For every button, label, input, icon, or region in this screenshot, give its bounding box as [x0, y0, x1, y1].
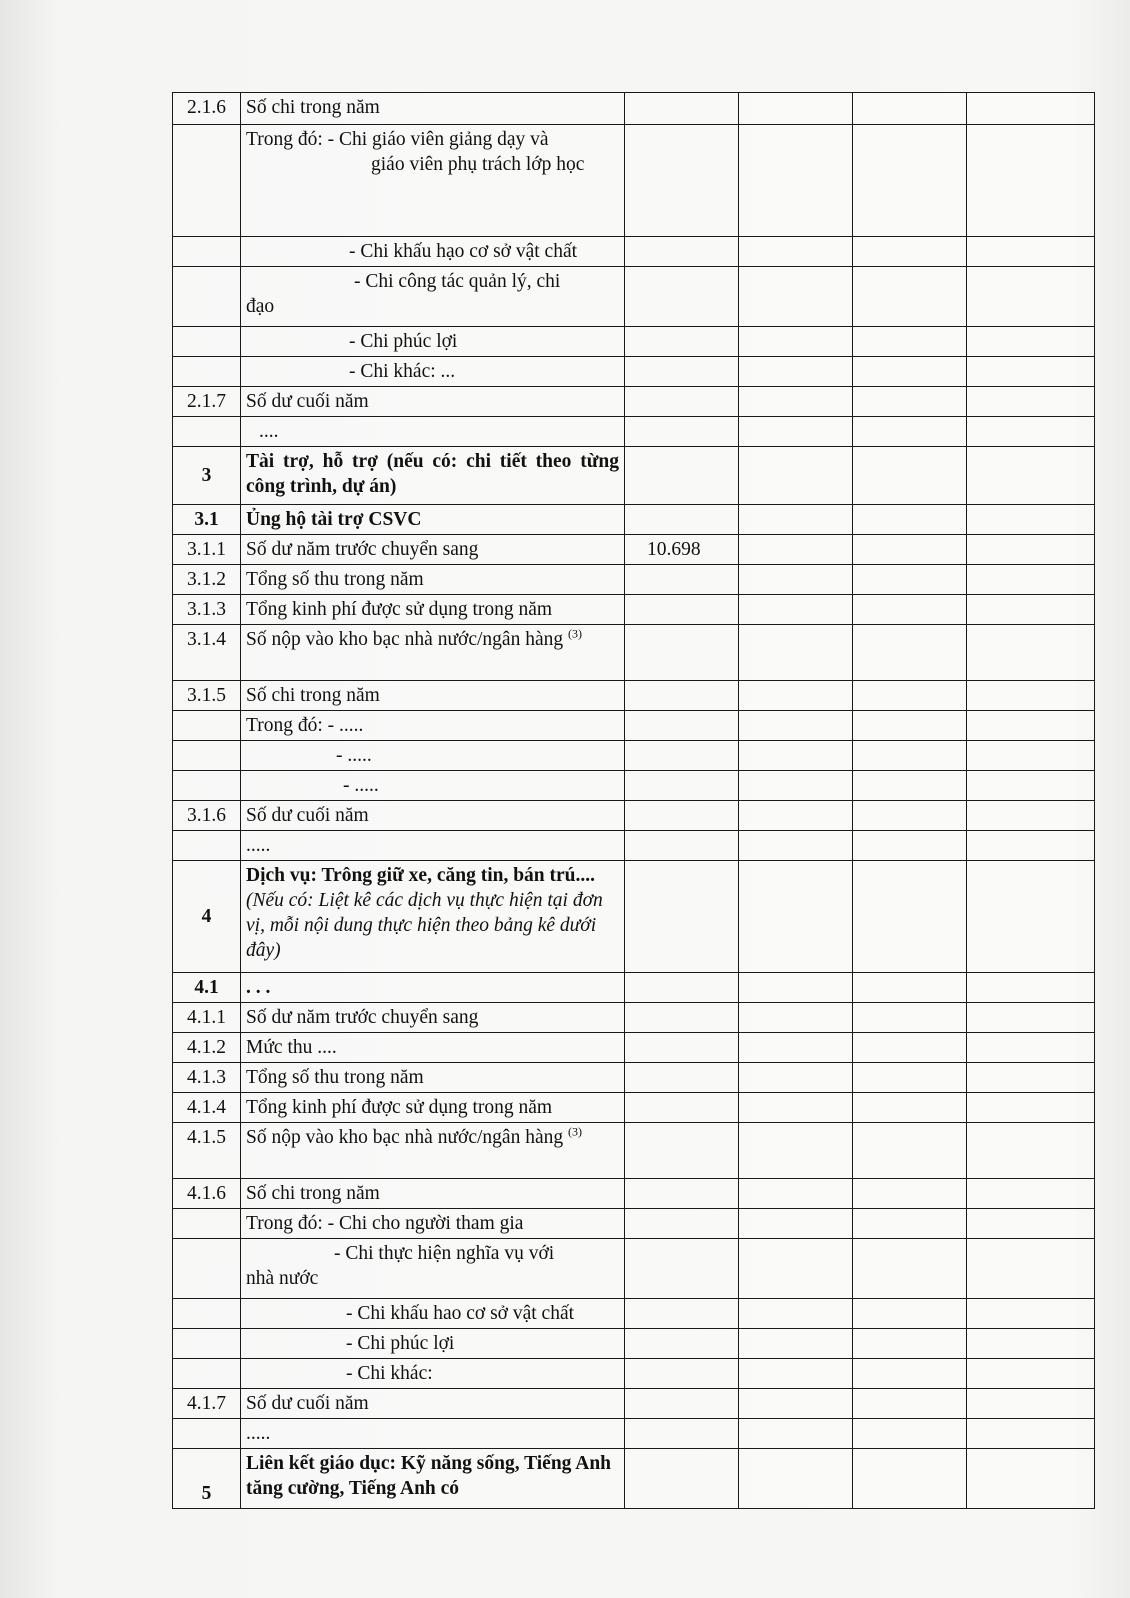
row-value: 10.698 — [625, 535, 739, 565]
table-row — [173, 771, 1095, 801]
row-number: 4.1 — [173, 973, 241, 1003]
table-row — [173, 973, 1095, 1003]
row-label — [241, 625, 625, 681]
row-number: 3 — [173, 447, 241, 505]
row-number: 3.1.3 — [173, 595, 241, 625]
footnote-marker: (3) — [567, 1124, 582, 1139]
row-label: Số chi trong năm — [241, 93, 625, 125]
table-row — [173, 1359, 1095, 1389]
row-label-line: - Chi công tác quản lý, chi — [354, 271, 561, 292]
row-number: 4.1.2 — [173, 1033, 241, 1063]
row-label: - Chi khấu hạo cơ sở vật chất — [241, 237, 625, 267]
row-number: 3.1.5 — [173, 681, 241, 711]
row-label: ..... — [241, 831, 625, 861]
row-label: Trong đó: - ..... — [241, 711, 625, 741]
row-number: 4.1.7 — [173, 1389, 241, 1419]
row-label — [241, 267, 625, 327]
table-row — [173, 93, 1095, 125]
row-label: Số dư năm trước chuyển sang — [241, 1003, 625, 1033]
row-number: 3.1.4 — [173, 625, 241, 681]
row-number: 2.1.7 — [173, 387, 241, 417]
row-label: Số chi trong năm — [241, 681, 625, 711]
table-row — [173, 1033, 1095, 1063]
row-number: 4.1.3 — [173, 1063, 241, 1093]
row-label-bold: Dịch vụ: Trông giữ xe, căng tin, bán trú.... — [246, 865, 596, 886]
row-label: - ..... — [241, 771, 625, 801]
table-row — [173, 1003, 1095, 1033]
table-row — [173, 267, 1095, 327]
row-label: Liên kết giáo dục: Kỹ năng sống, Tiếng Anh tăng cường, Tiếng Anh có — [241, 1449, 625, 1509]
row-number: 4 — [173, 861, 241, 973]
row-label: Số dư cuối năm — [241, 801, 625, 831]
row-label: Tổng kinh phí được sử dụng trong năm — [241, 1093, 625, 1123]
row-number: 4.1.4 — [173, 1093, 241, 1123]
row-label: Số dư cuối năm — [241, 1389, 625, 1419]
table-row — [173, 565, 1095, 595]
row-number: 4.1.1 — [173, 1003, 241, 1033]
row-label: Số dư cuối năm — [241, 387, 625, 417]
row-label-text: Số nộp vào kho bạc nhà nước/ngân hàng — [246, 629, 564, 650]
table-row — [173, 535, 1095, 565]
row-label: ..... — [241, 1419, 625, 1449]
table-row — [173, 1063, 1095, 1093]
row-label-continuation: giáo viên phụ trách lớp học — [371, 154, 585, 175]
row-number: 3.1 — [173, 505, 241, 535]
row-label: .... — [241, 417, 625, 447]
table-row — [173, 1419, 1095, 1449]
row-label: - Chi phúc lợi — [241, 327, 625, 357]
table-row — [173, 681, 1095, 711]
row-label-line: Trong đó: - Chi giáo viên giảng dạy và — [246, 129, 549, 150]
row-label: Số dư năm trước chuyển sang — [241, 535, 625, 565]
row-label: Tổng kinh phí được sử dụng trong năm — [241, 595, 625, 625]
table-row — [173, 1209, 1095, 1239]
table-row — [173, 1299, 1095, 1329]
table-row — [173, 447, 1095, 505]
row-label: - Chi khác: — [241, 1359, 625, 1389]
table-row — [173, 741, 1095, 771]
table-row — [173, 387, 1095, 417]
row-number: 3.1.2 — [173, 565, 241, 595]
row-label: Tổng số thu trong năm — [241, 565, 625, 595]
table-row — [173, 417, 1095, 447]
table-row — [173, 1239, 1095, 1299]
table-row — [173, 595, 1095, 625]
report-table-wrapper — [172, 92, 1094, 1509]
table-row — [173, 711, 1095, 741]
row-label — [241, 125, 625, 237]
row-label — [241, 1123, 625, 1179]
table-row — [173, 831, 1095, 861]
table-row — [173, 357, 1095, 387]
row-label: - Chi khấu hao cơ sở vật chất — [241, 1299, 625, 1329]
row-label-continuation: đạo — [246, 296, 275, 317]
row-label-continuation: nhà nước — [246, 1268, 319, 1289]
table-row — [173, 237, 1095, 267]
row-label: - Chi khác: ... — [241, 357, 625, 387]
row-number: 3.1.1 — [173, 535, 241, 565]
row-number: 2.1.6 — [173, 93, 241, 125]
table-row — [173, 1093, 1095, 1123]
row-number: 5 — [173, 1449, 241, 1509]
row-number: 3.1.6 — [173, 801, 241, 831]
table-row — [173, 327, 1095, 357]
row-label: Tài trợ, hỗ trợ (nếu có: chi tiết theo từng công trình, dự án) — [241, 447, 625, 505]
footnote-marker: (3) — [567, 626, 582, 641]
table-row — [173, 1389, 1095, 1419]
row-label: Tổng số thu trong năm — [241, 1063, 625, 1093]
table-row — [173, 1179, 1095, 1209]
row-label-italic: (Nếu có: Liệt kê các dịch vụ thực hiện tại đơn vị, mỗi nội dung thực hiện theo bảng kê dưới đây) — [246, 890, 603, 961]
table-row — [173, 505, 1095, 535]
row-label: Trong đó: - Chi cho người tham gia — [241, 1209, 625, 1239]
row-label: Ủng hộ tài trợ CSVC — [241, 505, 625, 535]
row-label — [241, 861, 625, 973]
row-label: . . . — [241, 973, 625, 1003]
table-row — [173, 1329, 1095, 1359]
row-label: - Chi phúc lợi — [241, 1329, 625, 1359]
row-label — [241, 1239, 625, 1299]
table-row — [173, 125, 1095, 237]
table-row — [173, 625, 1095, 681]
row-label: - ..... — [241, 741, 625, 771]
row-label: Số chi trong năm — [241, 1179, 625, 1209]
row-label-line: - Chi thực hiện nghĩa vụ với — [334, 1243, 555, 1264]
table-row — [173, 861, 1095, 973]
table-row — [173, 1449, 1095, 1509]
row-label-text: Số nộp vào kho bạc nhà nước/ngân hàng — [246, 1127, 564, 1148]
row-label: Mức thu .... — [241, 1033, 625, 1063]
table-row — [173, 1123, 1095, 1179]
report-table — [172, 92, 1095, 1509]
table-row — [173, 801, 1095, 831]
row-number: 4.1.5 — [173, 1123, 241, 1179]
row-number: 4.1.6 — [173, 1179, 241, 1209]
